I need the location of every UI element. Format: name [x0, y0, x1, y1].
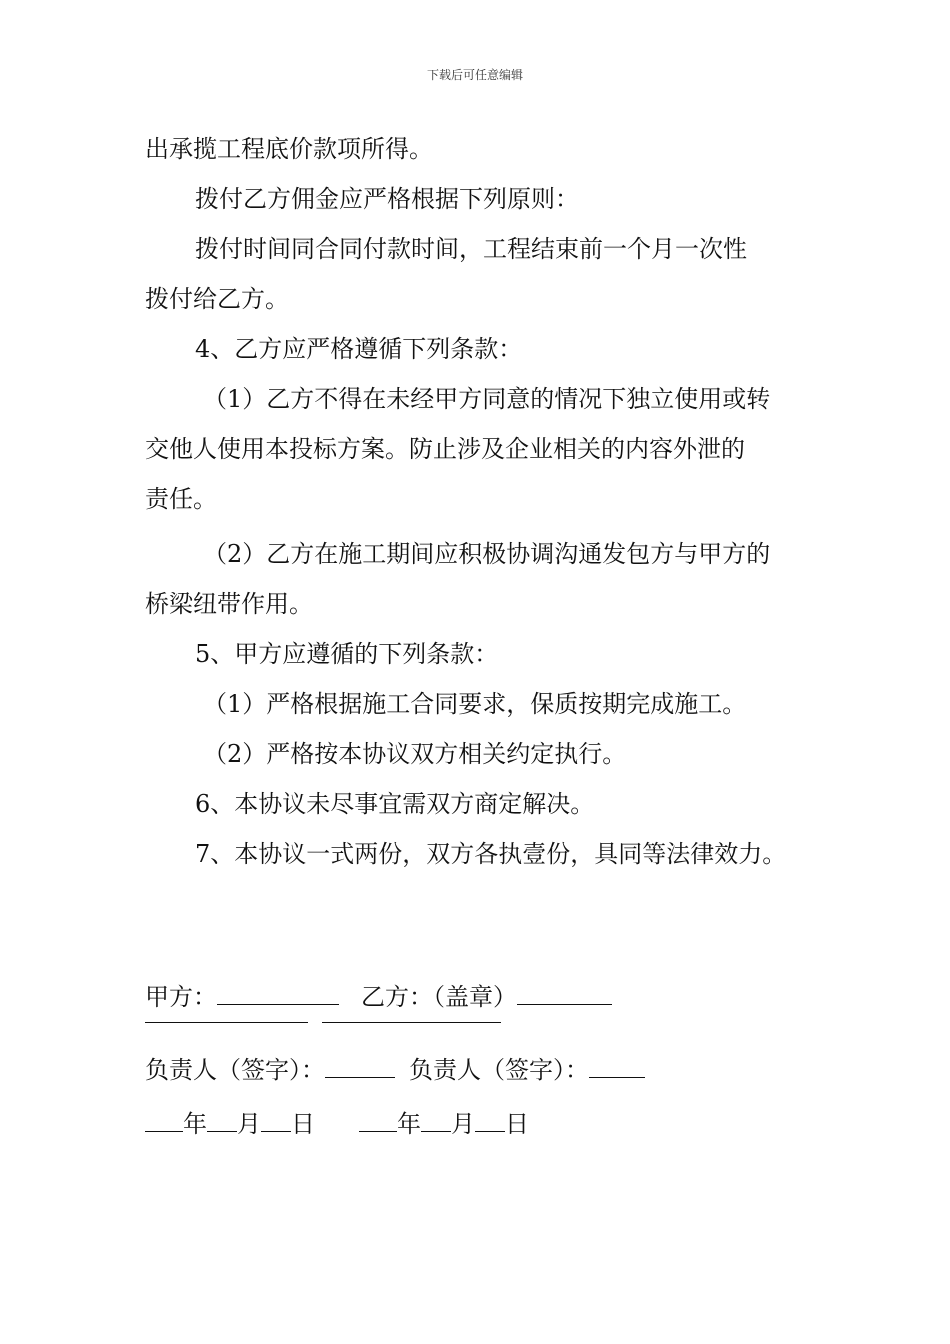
person-a-blank[interactable]	[325, 1051, 395, 1078]
month-a-blank[interactable]	[207, 1105, 237, 1132]
paragraph-line: 拨付时间同合同付款时间，工程结束前一个月一次性	[195, 235, 747, 263]
signature-person-row	[145, 1051, 810, 1088]
month-b-label: 月	[451, 1110, 475, 1138]
month-b-blank[interactable]	[421, 1105, 451, 1132]
paragraph-line: 责任。	[145, 485, 217, 513]
clause-item: （1）严格根据施工合同要求，保质按期完成施工。	[203, 690, 747, 718]
party-a-blank[interactable]	[217, 978, 339, 1005]
signature-line-a[interactable]	[145, 1022, 308, 1023]
signature-date-row	[145, 1105, 810, 1142]
clause-heading-4: 4、乙方应严格遵循下列条款：	[195, 335, 523, 363]
person-b-label: 负责人（签字）：	[409, 1056, 589, 1084]
signature-line-b[interactable]	[322, 1022, 501, 1023]
year-a-label: 年	[183, 1110, 207, 1138]
year-b-label: 年	[397, 1110, 421, 1138]
header-note: 下载后可任意编辑	[426, 68, 523, 82]
party-b-blank[interactable]	[517, 978, 612, 1005]
clause-item: （2）乙方在施工期间应积极协调沟通发包方与甲方的	[203, 540, 771, 568]
day-a-label: 日	[291, 1110, 315, 1138]
party-b-label: 乙方：（盖章）	[361, 983, 517, 1011]
day-b-label: 日	[505, 1110, 529, 1138]
party-a-label: 甲方：	[145, 983, 217, 1011]
paragraph-line: 出承揽工程底价款项所得。	[145, 135, 433, 163]
person-a-label: 负责人（签字）：	[145, 1056, 325, 1084]
signature-parties-row	[145, 978, 810, 1015]
day-b-blank[interactable]	[475, 1105, 505, 1132]
clause-heading-7: 7、本协议一式两份，双方各执壹份，具同等法律效力。	[195, 840, 787, 868]
clause-item: （1）乙方不得在未经甲方同意的情况下独立使用或转	[203, 385, 771, 413]
clause-item: （2）严格按本协议双方相关约定执行。	[203, 740, 627, 768]
paragraph-line: 拨付乙方佣金应严格根据下列原则：	[195, 185, 579, 213]
paragraph-line: 拨付给乙方。	[145, 285, 289, 313]
paragraph-line: 桥梁纽带作用。	[145, 590, 313, 618]
clause-heading-5: 5、甲方应遵循的下列条款：	[195, 640, 499, 668]
paragraph-line: 交他人使用本投标方案。防止涉及企业相关的内容外泄的	[145, 435, 745, 463]
person-b-blank[interactable]	[589, 1051, 645, 1078]
clause-heading-6: 6、本协议未尽事宜需双方商定解决。	[195, 790, 595, 818]
year-b-blank[interactable]	[359, 1105, 397, 1132]
month-a-label: 月	[237, 1110, 261, 1138]
day-a-blank[interactable]	[261, 1105, 291, 1132]
year-a-blank[interactable]	[145, 1105, 183, 1132]
